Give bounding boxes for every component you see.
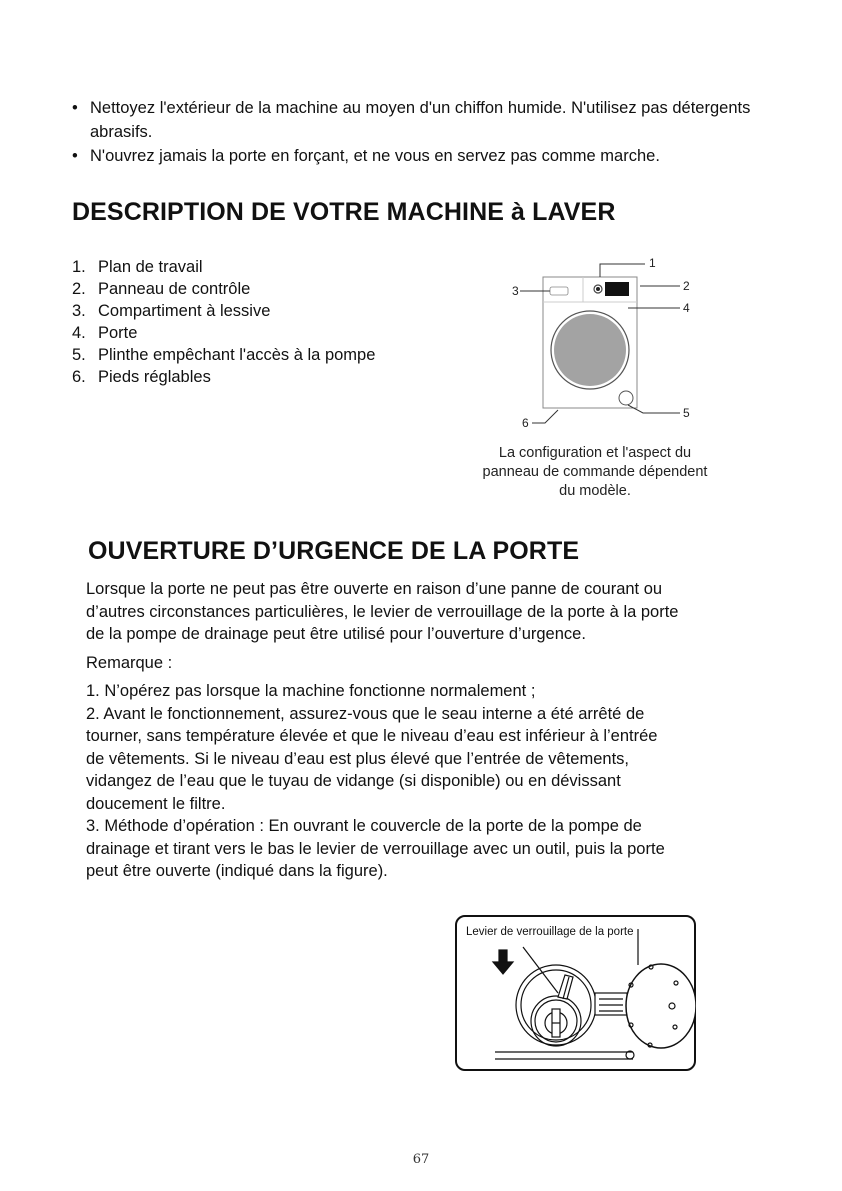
intro-line: Lorsque la porte ne peut pas être ouverte en raison d’une panne de courant ou [86,580,663,598]
callout-6: 6 [522,416,529,430]
callout-3: 3 [512,284,519,298]
emergency-body [86,578,756,883]
bullet-item: • N'ouvrez jamais la porte en forçant, et ne vous en servez pas comme marche. [72,144,752,168]
cleaning-bullets [72,96,752,168]
bullet-item: • Nettoyez l'extérieur de la machine au moyen d'un chiffon humide. N'utilisez pas détergents abrasifs. [72,96,752,144]
pump-door-diagram [455,915,696,1071]
parts-list-item: 3. Compartiment à lessive [72,302,271,320]
callout-1: 1 [649,256,656,270]
figure-caption [462,444,728,501]
step-line: de vêtements. Si le niveau d’eau est plus élevé que l’entrée de vêtements, [86,749,630,768]
callout-2: 2 [683,279,690,293]
step-line: tourner, sans température élevée et que le niveau d’eau est inférieur à l’entrée [86,727,658,745]
washing-machine-diagram [500,252,710,432]
pump-door-cover-icon [626,964,696,1048]
parts-list-item: 2. Panneau de contrôle [72,280,251,298]
intro-line: de la pompe de drainage peut être utilisé pour l’ouverture d’urgence. [86,625,586,643]
step-line: 3. Méthode d’opération : En ouvrant le couvercle de la porte de la pompe de [86,817,642,835]
step-line: peut être ouverte (indiqué dans la figure). [86,862,388,880]
parts-list-item: 6. Pieds réglables [72,368,211,386]
parts-list-item: 5. Plinthe empêchant l'accès à la pompe [72,346,376,364]
step-line: 2. Avant le fonctionnement, assurez-vous que le seau interne a été arrêté de [86,704,645,723]
parts-list-item: 4. Porte [72,324,138,342]
caption-line: panneau de commande dépendent [482,464,708,480]
drain-pump-icon [516,965,596,1046]
description-heading: DESCRIPTION DE VOTRE MACHINE à LAVER [72,198,616,226]
parts-list-item: 1. Plan de travail [72,258,203,276]
callout-4: 4 [683,301,690,315]
step-line: vidangez de l’eau que le tuyau de vidange (si disponible) ou en dévissant [86,772,621,790]
intro-line: d’autres circonstances particulières, le levier de verrouillage de la porte à la porte [86,602,679,621]
remark-label: Remarque : [86,653,173,672]
arrow-down-icon [493,950,513,974]
caption-line: La configuration et l'aspect du [498,445,692,461]
emergency-heading: OUVERTURE D’URGENCE DE LA PORTE [88,537,580,565]
door-lever-label: Levier de verrouillage de la porte [466,926,634,938]
bullet-icon: • [72,147,78,165]
page-number: 67 [412,1152,430,1167]
washing-machine-icon [543,277,637,408]
parts-list [72,256,375,388]
steps [86,680,756,883]
step-line: drainage et tirant vers le bas le levier de verrouillage avec un outil, puis la porte [86,839,665,858]
step-line: doucement le filtre. [86,794,226,813]
bullet-icon: • [72,99,78,117]
step-line: 1. N’opérez pas lorsque la machine fonctionne normalement ; [86,682,536,700]
callout-5: 5 [683,406,690,420]
caption-line: du modèle. [559,483,631,499]
